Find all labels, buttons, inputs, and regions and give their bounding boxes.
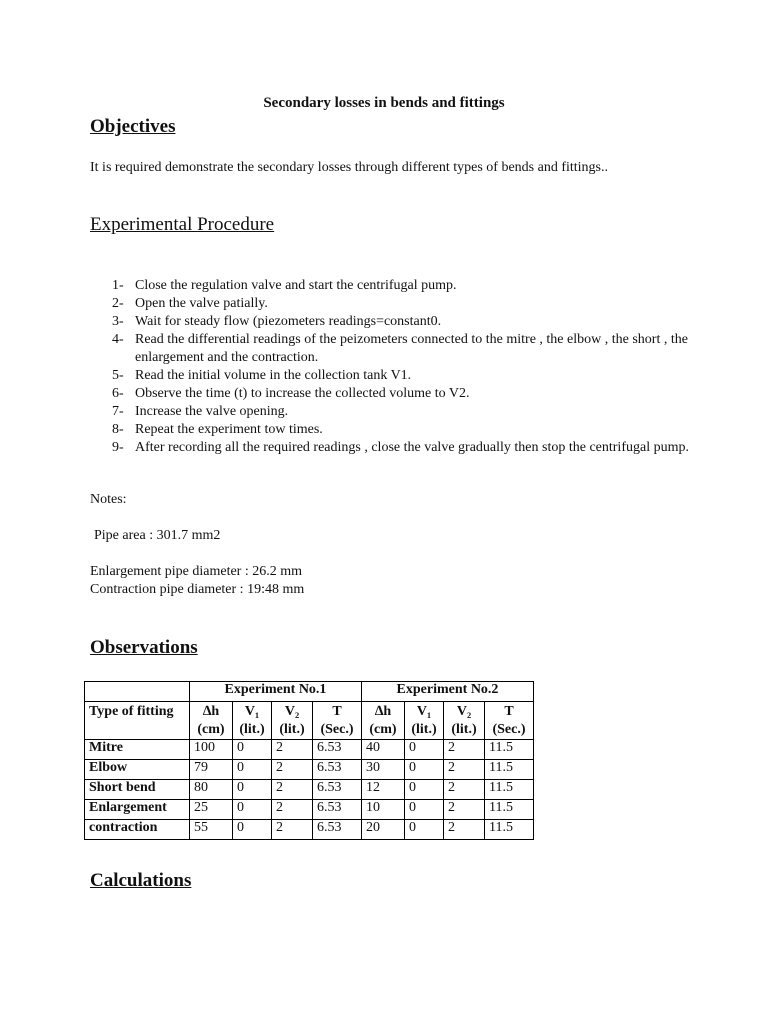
column-header: T (Sec.) [313, 702, 362, 740]
table-cell: 12 [362, 780, 405, 800]
column-header: V₂ (lit.) [272, 702, 313, 740]
procedure-heading: Experimental Procedure [90, 214, 275, 235]
procedure-step: 4- Read the differential readings of the peizometers connected to the mitre , the elbow , the short , the enlargement and the contraction. [112, 332, 688, 365]
table-corner-cell [85, 682, 190, 702]
table-cell: 2 [272, 760, 313, 780]
table-cell: 11.5 [485, 780, 534, 800]
procedure-steps [90, 277, 690, 457]
column-header: ∆h (cm) [362, 702, 405, 740]
table-row [85, 820, 534, 840]
fitting-name: contraction [85, 820, 190, 840]
table-cell: 11.5 [485, 800, 534, 820]
fitting-name: Elbow [85, 760, 190, 780]
table-cell: 79 [190, 760, 233, 780]
procedure-step: 6- Observe the time (t) to increase the collected volume to V2. [112, 386, 470, 401]
contraction-note: Contraction pipe diameter : 19:48 mm [90, 582, 305, 597]
table-cell: 80 [190, 780, 233, 800]
table-row [85, 780, 534, 800]
experiment-2-header: Experiment No.2 [362, 682, 534, 702]
table-cell: 2 [272, 800, 313, 820]
objectives-text: It is required demonstrate the secondary losses through different types of bends and fittings.. [90, 160, 609, 175]
table-cell: 20 [362, 820, 405, 840]
fitting-name: Mitre [85, 740, 190, 760]
objectives-heading: Objectives [90, 116, 176, 137]
procedure-step: 1- Close the regulation valve and start the centrifugal pump. [112, 278, 457, 293]
procedure-step: 8- Repeat the experiment tow times. [112, 422, 323, 437]
experiment-1-header: Experiment No.1 [190, 682, 362, 702]
table-cell: 2 [272, 740, 313, 760]
table-cell: 2 [444, 780, 485, 800]
table-cell: 6.53 [313, 760, 362, 780]
table-cell: 2 [444, 740, 485, 760]
column-header: T (Sec.) [485, 702, 534, 740]
procedure-step: 7- Increase the valve opening. [112, 404, 289, 419]
table-cell: 11.5 [485, 740, 534, 760]
procedure-step: 9- After recording all the required readings , close the valve gradually then stop the centrifugal pump. [112, 440, 689, 455]
enlargement-note: Enlargement pipe diameter : 26.2 mm [90, 564, 303, 579]
procedure-step: 5- Read the initial volume in the collection tank V1. [112, 368, 412, 383]
table-cell: 0 [233, 800, 272, 820]
table-cell: 11.5 [485, 820, 534, 840]
table-cell: 2 [272, 820, 313, 840]
table-cell: 0 [233, 820, 272, 840]
table-cell: 11.5 [485, 760, 534, 780]
table-cell: 55 [190, 820, 233, 840]
table-cell: 0 [405, 740, 444, 760]
document-title: Secondary losses in bends and fittings [263, 95, 505, 111]
table-row [85, 740, 534, 760]
procedure-step: 2- Open the valve patially. [112, 296, 268, 311]
table-cell: 2 [272, 780, 313, 800]
table-cell: 0 [233, 760, 272, 780]
table-row [85, 760, 534, 780]
table-cell: 30 [362, 760, 405, 780]
table-cell: 2 [444, 820, 485, 840]
table-cell: 40 [362, 740, 405, 760]
table-row [85, 800, 534, 820]
table-cell: 25 [190, 800, 233, 820]
table-cell: 100 [190, 740, 233, 760]
calculations-heading: Calculations [90, 870, 192, 891]
observations-heading: Observations [90, 637, 198, 658]
type-of-fitting-header: Type of fitting [85, 702, 190, 740]
column-header: ∆h (cm) [190, 702, 233, 740]
column-header: V₁ (lit.) [233, 702, 272, 740]
table-cell: 2 [444, 800, 485, 820]
table-cell: 2 [444, 760, 485, 780]
table-cell: 10 [362, 800, 405, 820]
table-cell: 0 [405, 780, 444, 800]
observations-table [84, 681, 534, 840]
column-header: V₁ (lit.) [405, 702, 444, 740]
table-cell: 0 [233, 740, 272, 760]
table-cell: 0 [405, 800, 444, 820]
table-cell: 0 [405, 820, 444, 840]
fitting-name: Enlargement [85, 800, 190, 820]
table-cell: 0 [233, 780, 272, 800]
notes-label: Notes: [90, 492, 127, 507]
table-cell: 6.53 [313, 820, 362, 840]
fitting-name: Short bend [85, 780, 190, 800]
table-cell: 6.53 [313, 740, 362, 760]
column-header: V₂ (lit.) [444, 702, 485, 740]
table-header-row [85, 682, 534, 702]
table-subheader-row [85, 702, 534, 740]
procedure-step: 3- Wait for steady flow (piezometers readings=constant0. [112, 314, 442, 329]
table-cell: 6.53 [313, 800, 362, 820]
table-cell: 6.53 [313, 780, 362, 800]
pipe-area-note: Pipe area : 301.7 mm2 [94, 528, 221, 543]
table-cell: 0 [405, 760, 444, 780]
